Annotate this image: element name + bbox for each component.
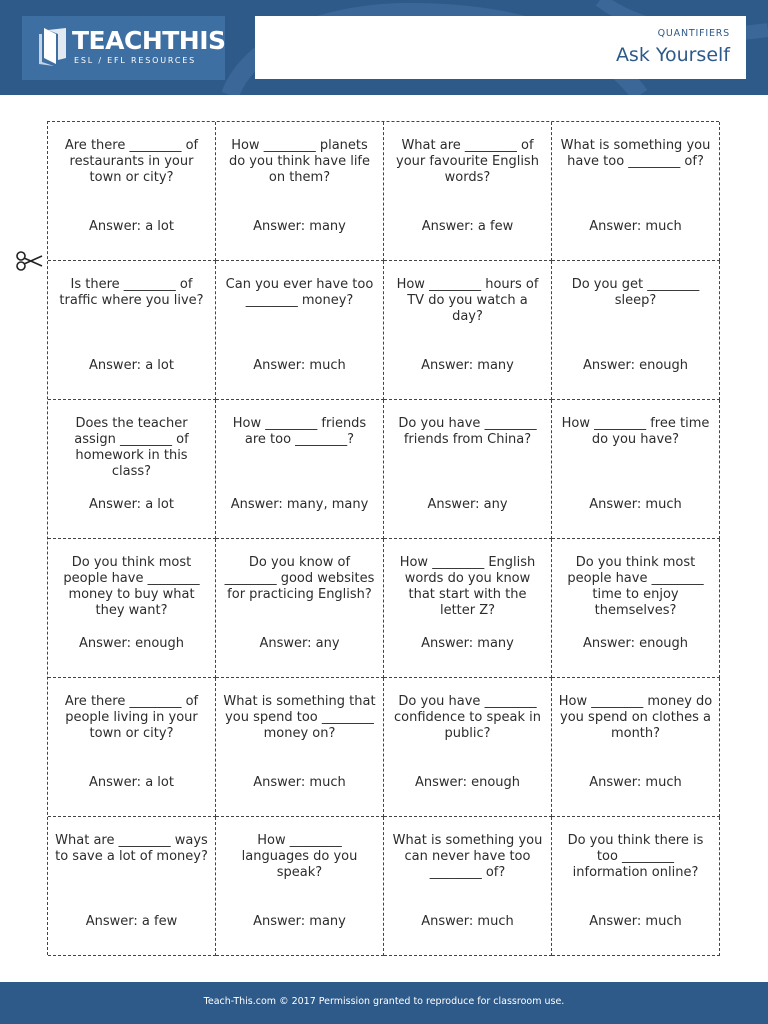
card-answer: Answer: many (421, 358, 514, 373)
card-answer: Answer: a lot (89, 219, 174, 234)
card-answer: Answer: any (259, 636, 340, 651)
card-question: Do you have ________ friends from China? (398, 416, 537, 447)
card-answer: Answer: much (253, 358, 346, 373)
question-card (552, 539, 720, 678)
card-answer: Answer: much (589, 219, 682, 234)
card-question: How ________ friends are too ________? (232, 416, 367, 447)
card-question: How ________ free time do you have? (561, 416, 710, 447)
card-answer: Answer: much (589, 497, 682, 512)
card-answer: Answer: many (421, 636, 514, 651)
question-card (48, 678, 216, 817)
question-card (384, 678, 552, 817)
question-card (384, 817, 552, 956)
card-question: How ________ hours of TV do you watch a day? (396, 277, 539, 324)
question-card (552, 122, 720, 261)
card-answer: Answer: enough (414, 775, 521, 790)
logo[interactable] (22, 16, 225, 80)
copyright-notice: Teach-This.com © 2017 Permission granted to reproduce for classroom use. (203, 996, 565, 1007)
card-question: How ________ English words do you know that start with the letter Z? (399, 555, 536, 618)
card-answer: Answer: many, many (230, 497, 369, 512)
question-card (216, 261, 384, 400)
card-question: What is something that you spend too ________ money on? (223, 694, 376, 741)
question-card (216, 817, 384, 956)
card-question: Do you know of ________ good websites for practicing English? (224, 555, 375, 602)
question-card (216, 539, 384, 678)
title-panel (255, 16, 746, 79)
question-card (216, 400, 384, 539)
card-question: What is something you can never have too ________ of? (392, 833, 543, 880)
card-question: Can you ever have too ________ money? (225, 277, 374, 308)
card-question: How ________ planets do you think have life on them? (228, 138, 371, 185)
card-grid (47, 121, 719, 955)
card-answer: Answer: a few (85, 914, 178, 929)
card-answer: Answer: much (589, 914, 682, 929)
logo-tagline: ESL / EFL RESOURCES (74, 56, 196, 65)
card-question: Do you think there is too ________ information online? (567, 833, 704, 880)
card-answer: Answer: a lot (89, 358, 174, 373)
card-answer: Answer: many (253, 219, 346, 234)
card-question: How ________ money do you spend on clothes a month? (558, 694, 713, 741)
card-answer: Answer: a few (421, 219, 514, 234)
footer-bar (0, 982, 768, 1024)
card-question: Do you think most people have ________ money to buy what they want? (63, 555, 200, 618)
question-card (384, 122, 552, 261)
worksheet-title: Ask Yourself (615, 44, 730, 66)
question-card (48, 400, 216, 539)
card-answer: Answer: many (253, 914, 346, 929)
card-answer: Answer: much (589, 775, 682, 790)
question-card (48, 817, 216, 956)
card-answer: Answer: enough (582, 358, 689, 373)
worksheet-category: QUANTIFIERS (657, 28, 730, 39)
card-question: How ________ languages do you speak? (241, 833, 358, 880)
question-card (552, 678, 720, 817)
card-question: Do you have ________ confidence to speak in public? (394, 694, 541, 741)
card-answer: Answer: a lot (89, 775, 174, 790)
question-card (552, 261, 720, 400)
card-question: Does the teacher assign ________ of homework in this class? (74, 416, 189, 479)
question-card (216, 678, 384, 817)
question-card (216, 122, 384, 261)
card-question: Do you get ________ sleep? (571, 277, 700, 308)
question-card (384, 261, 552, 400)
card-question: What is something you have too ________ of? (560, 138, 711, 169)
header-banner (0, 0, 768, 95)
question-card (384, 539, 552, 678)
logo-wordmark: TEACHTHIS (72, 26, 226, 55)
book-icon (36, 26, 70, 66)
question-card (48, 261, 216, 400)
question-card (384, 400, 552, 539)
card-question: Are there ________ of people living in your town or city? (64, 694, 199, 741)
card-answer: Answer: a lot (89, 497, 174, 512)
question-card (48, 539, 216, 678)
card-question: What are ________ of your favourite English words? (396, 138, 539, 185)
card-answer: Answer: much (421, 914, 514, 929)
question-card (552, 817, 720, 956)
question-card (48, 122, 216, 261)
card-answer: Answer: enough (78, 636, 185, 651)
card-answer: Answer: any (427, 497, 508, 512)
card-question: Do you think most people have ________ time to enjoy themselves? (567, 555, 704, 618)
card-question: Is there ________ of traffic where you live? (59, 277, 204, 308)
card-question: What are ________ ways to save a lot of money? (55, 833, 208, 864)
card-question: Are there ________ of restaurants in your town or city? (64, 138, 199, 185)
card-answer: Answer: much (253, 775, 346, 790)
scissors-icon (15, 250, 43, 272)
card-answer: Answer: enough (582, 636, 689, 651)
question-card (552, 400, 720, 539)
